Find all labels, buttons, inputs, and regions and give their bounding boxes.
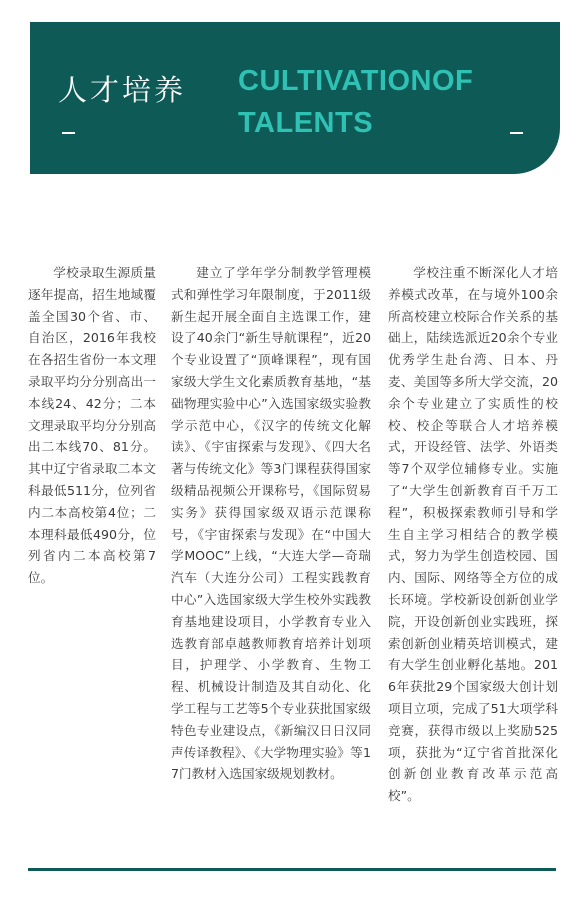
- paragraph-admissions: 学校录取生源质量逐年提高，招生地域覆盖全国30个省、市、自治区，2016年我校在各招生省份一本文理录取平均分分别高出一本线24、42分；二本文理录取平均分分别高出二本线70、81分。其中辽宁省录取二本文科最低511分，位列省内二本高校第4位；二本理科最低490分，位列省内二本高校第7位。: [28, 265, 156, 586]
- bottom-divider: [28, 868, 556, 871]
- decorative-dash-left: [62, 132, 75, 134]
- page-title-chinese: 人才培养: [58, 73, 187, 107]
- paragraph-training-reform: 学校注重不断深化人才培养模式改革，在与境外100余所高校建立校际合作关系的基础上，陆续选派近20余个专业优秀学生赴台湾、日本、丹麦、美国等多所大学交流，20余个专业建立了实质性的校校、校企等联合人才培养模式，开设经管、法学、外语类等7个双学位辅修专业。实施了“大学生创新教育百千万工程”，积极探索教师引导和学生自主学习相结合的教学模式，努力为学生创造校园、国内、国际、网络等全方位的成长环境。学校新设创新创业学院，开设创新创业实践班，探索创新创业精英培训模式，建有大学生创业孵化基地。2016年获批29个国家级大创计划项目立项，完成了51大项学科竞赛，获得市级以上奖励525项，获批为“辽宁省首批深化创新创业教育改革示范高校”。: [388, 265, 558, 804]
- header-banner: [30, 22, 560, 174]
- text-column-3: [388, 262, 558, 807]
- text-column-2: [171, 262, 371, 785]
- text-column-1: [28, 262, 156, 589]
- page-title-english: CULTIVATIONOF TALENTS: [238, 65, 474, 139]
- paragraph-teaching-system: 建立了学年学分制教学管理模式和弹性学习年限制度，于2011级新生起开展全面自主选课工作，建设了40余门“新生导航课程”，近20个专业设置了“顶峰课程”，现有国家级大学生文化素质教育基地，“基础物理实验中心”入选国家级实验教学示范中心，《汉字的传统文化解读》、《宇宙探索与发现》、《四大名著与传统文化》等3门课程获得国家级精品视频公开课称号，《国际贸易实务》获得国家级双语示范课称号，《宇宙探索与发现》在“中国大学MOOC”上线，“大连大学—奇瑞汽车（大连分公司）工程实践教育中心”入选国家级大学生校外实践教育基地建设项目，小学教育专业入选教育部卓越教师教育培养计划项目，护理学、小学教育、生物工程、机械设计制造及其自动化、化学工程与工艺等5个专业获批国家级特色专业建设点，《新编汉日日汉同声传译教程》、《大学物理实验》等17门教材入选国家级规划教材。: [171, 265, 371, 782]
- decorative-dash-right: [510, 132, 523, 134]
